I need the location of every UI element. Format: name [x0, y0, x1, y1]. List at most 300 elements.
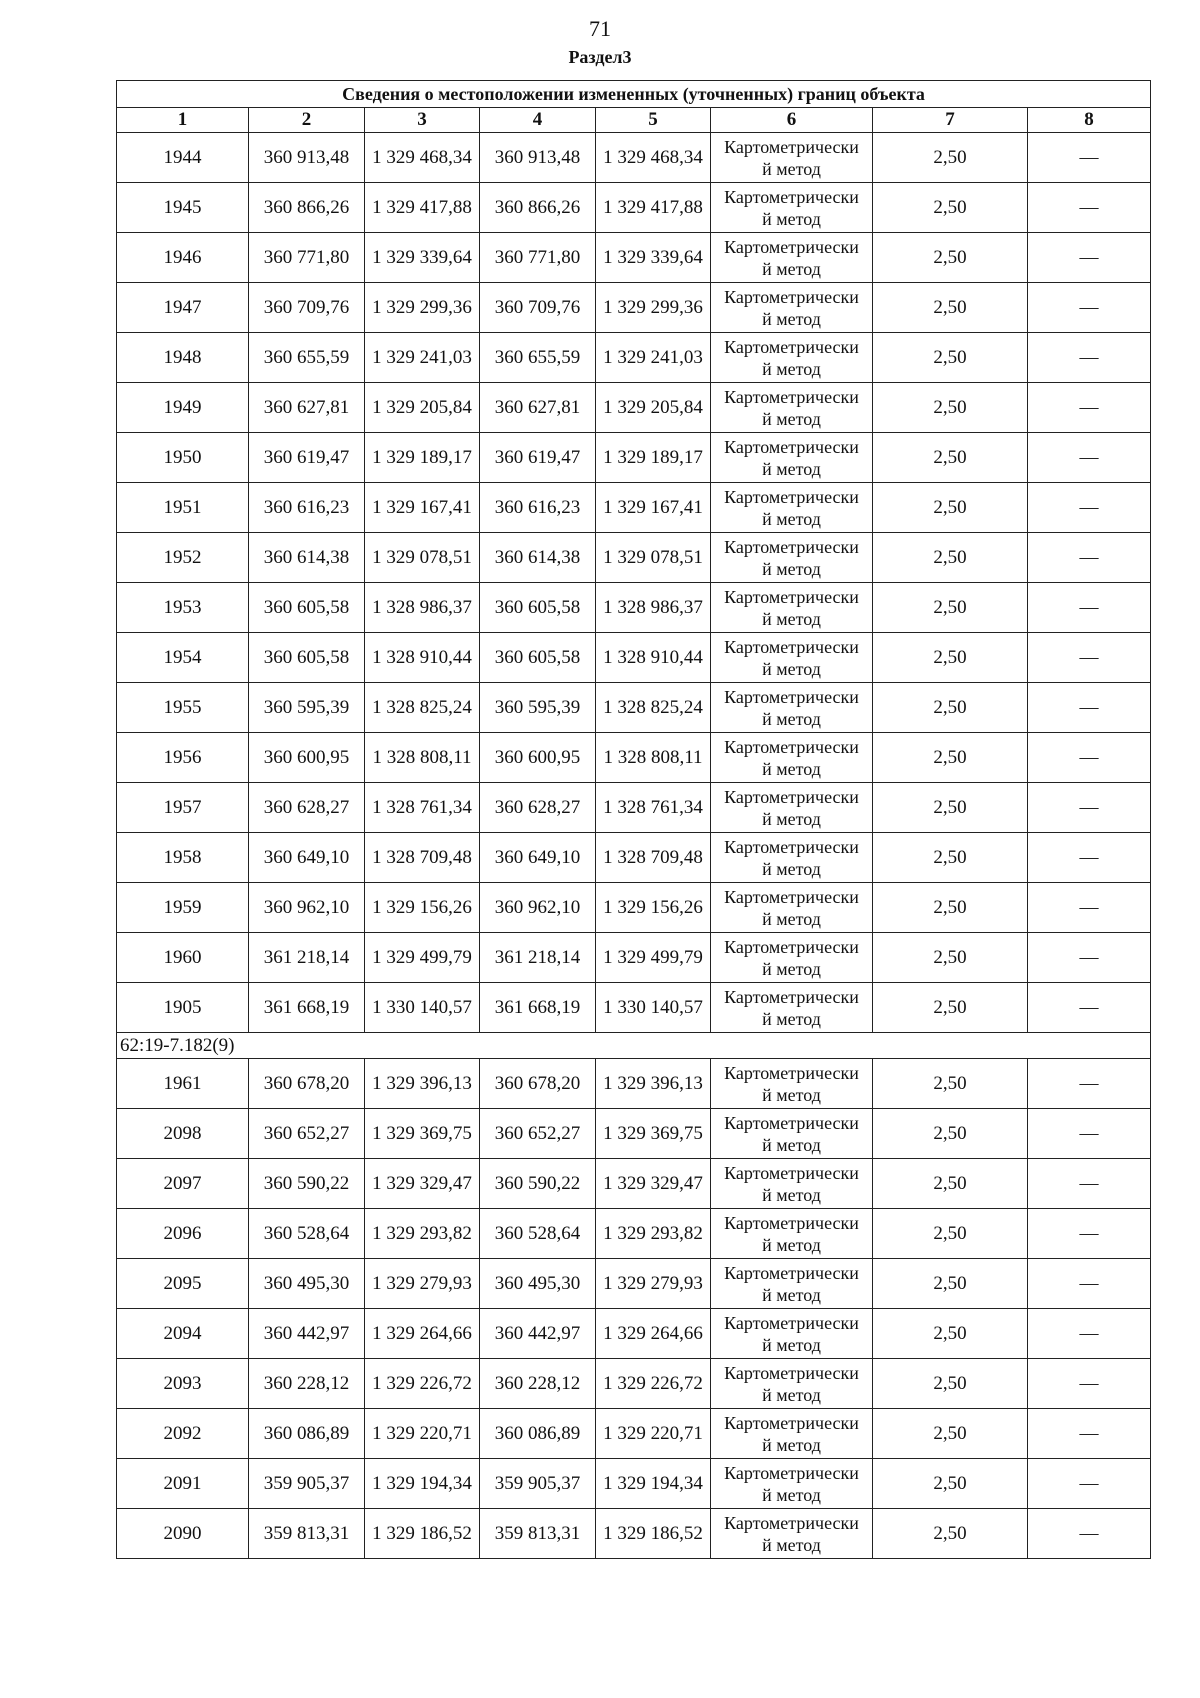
point-number-cell: 2093	[117, 1359, 249, 1409]
accuracy-cell: 2,50	[873, 383, 1028, 433]
method-cell	[711, 183, 873, 233]
table-row	[117, 1359, 1151, 1409]
coord-x-cell: 360 709,76	[249, 283, 365, 333]
dash-cell: —	[1028, 1059, 1151, 1109]
table-row	[117, 433, 1151, 483]
point-number-cell: 1958	[117, 833, 249, 883]
method-cell	[711, 533, 873, 583]
coord-y-cell: 1 330 140,57	[365, 983, 480, 1033]
accuracy-cell: 2,50	[873, 933, 1028, 983]
dash-cell: —	[1028, 483, 1151, 533]
coord-y-cell: 1 328 808,11	[596, 733, 711, 783]
coord-x-cell: 360 614,38	[249, 533, 365, 583]
coord-y-cell: 1 329 226,72	[365, 1359, 480, 1409]
point-number-cell: 2097	[117, 1159, 249, 1209]
method-cell	[711, 883, 873, 933]
method-text-line1: Картометрически	[724, 236, 859, 257]
coord-y-cell: 1 328 709,48	[596, 833, 711, 883]
method-cell	[711, 433, 873, 483]
accuracy-cell: 2,50	[873, 283, 1028, 333]
method-text-line1: Картометрически	[724, 536, 859, 557]
accuracy-cell: 2,50	[873, 983, 1028, 1033]
dash-cell: —	[1028, 583, 1151, 633]
method-text-line1: Картометрически	[724, 586, 859, 607]
coord-x-cell: 360 528,64	[249, 1209, 365, 1259]
method-cell	[711, 283, 873, 333]
method-text-line1: Картометрически	[724, 1162, 859, 1183]
method-cell	[711, 583, 873, 633]
coord-x-cell: 360 628,27	[249, 783, 365, 833]
table-row	[117, 183, 1151, 233]
method-text-line2: й метод	[762, 858, 821, 879]
method-text-line2: й метод	[762, 458, 821, 479]
table-row	[117, 283, 1151, 333]
method-text-line2: й метод	[762, 1184, 821, 1205]
method-text-line1: Картометрически	[724, 486, 859, 507]
coord-x-cell: 359 905,37	[249, 1459, 365, 1509]
method-cell	[711, 1159, 873, 1209]
method-text-line1: Картометрически	[724, 1312, 859, 1333]
dash-cell: —	[1028, 983, 1151, 1033]
method-text-line1: Картометрически	[724, 286, 859, 307]
coord-x-cell: 360 913,48	[480, 133, 596, 183]
method-cell	[711, 1109, 873, 1159]
coord-y-cell: 1 329 468,34	[365, 133, 480, 183]
coord-x-cell: 360 442,97	[249, 1309, 365, 1359]
coord-x-cell: 360 619,47	[480, 433, 596, 483]
table-row	[117, 583, 1151, 633]
coord-y-cell: 1 329 167,41	[365, 483, 480, 533]
accuracy-cell: 2,50	[873, 1409, 1028, 1459]
point-number-cell: 1953	[117, 583, 249, 633]
method-text-line2: й метод	[762, 408, 821, 429]
coord-x-cell: 360 442,97	[480, 1309, 596, 1359]
coord-y-cell: 1 329 339,64	[596, 233, 711, 283]
method-text-line1: Картометрически	[724, 986, 859, 1007]
method-text-line1: Картометрически	[724, 1262, 859, 1283]
accuracy-cell: 2,50	[873, 333, 1028, 383]
coord-y-cell: 1 329 299,36	[365, 283, 480, 333]
table-row	[117, 233, 1151, 283]
coord-y-cell: 1 329 329,47	[365, 1159, 480, 1209]
column-header: 6	[711, 108, 873, 133]
coord-x-cell: 360 628,27	[480, 783, 596, 833]
dash-cell: —	[1028, 633, 1151, 683]
table-row	[117, 833, 1151, 883]
table-row	[117, 1509, 1151, 1559]
coord-x-cell: 361 218,14	[480, 933, 596, 983]
coord-x-cell: 361 218,14	[249, 933, 365, 983]
dash-cell: —	[1028, 1409, 1151, 1459]
method-text-line2: й метод	[762, 308, 821, 329]
point-number-cell: 1957	[117, 783, 249, 833]
point-number-cell: 1961	[117, 1059, 249, 1109]
method-text-line2: й метод	[762, 1434, 821, 1455]
coord-x-cell: 360 649,10	[249, 833, 365, 883]
table-row	[117, 1309, 1151, 1359]
table-row	[117, 1209, 1151, 1259]
coord-x-cell: 360 605,58	[480, 633, 596, 683]
dash-cell: —	[1028, 933, 1151, 983]
coord-x-cell: 360 605,58	[249, 633, 365, 683]
accuracy-cell: 2,50	[873, 1209, 1028, 1259]
point-number-cell: 1948	[117, 333, 249, 383]
coord-y-cell: 1 328 986,37	[596, 583, 711, 633]
point-number-cell: 1952	[117, 533, 249, 583]
column-header: 1	[117, 108, 249, 133]
method-text-line1: Картометрически	[724, 836, 859, 857]
method-text-line2: й метод	[762, 608, 821, 629]
coord-y-cell: 1 329 396,13	[365, 1059, 480, 1109]
dash-cell: —	[1028, 183, 1151, 233]
coord-y-cell: 1 329 241,03	[365, 333, 480, 383]
method-text-line1: Картометрически	[724, 936, 859, 957]
method-cell	[711, 483, 873, 533]
coord-y-cell: 1 329 396,13	[596, 1059, 711, 1109]
coord-y-cell: 1 329 189,17	[365, 433, 480, 483]
method-text-line2: й метод	[762, 208, 821, 229]
table-row	[117, 1109, 1151, 1159]
method-text-line1: Картометрически	[724, 1462, 859, 1483]
table-row	[117, 633, 1151, 683]
dash-cell: —	[1028, 1259, 1151, 1309]
coord-x-cell: 361 668,19	[249, 983, 365, 1033]
method-cell	[711, 783, 873, 833]
method-text-line1: Картометрически	[724, 1062, 859, 1083]
coord-y-cell: 1 328 761,34	[596, 783, 711, 833]
coord-y-cell: 1 329 264,66	[596, 1309, 711, 1359]
coord-x-cell: 360 627,81	[480, 383, 596, 433]
table-row	[117, 1059, 1151, 1109]
point-number-cell: 1950	[117, 433, 249, 483]
method-cell	[711, 1509, 873, 1559]
coord-x-cell: 360 600,95	[480, 733, 596, 783]
coord-y-cell: 1 328 910,44	[365, 633, 480, 683]
coord-x-cell: 360 616,23	[249, 483, 365, 533]
method-cell	[711, 1259, 873, 1309]
coord-y-cell: 1 329 369,75	[365, 1109, 480, 1159]
method-text-line1: Картометрически	[724, 1212, 859, 1233]
accuracy-cell: 2,50	[873, 1159, 1028, 1209]
coord-y-cell: 1 329 468,34	[596, 133, 711, 183]
method-text-line1: Картометрически	[724, 1362, 859, 1383]
point-number-cell: 2096	[117, 1209, 249, 1259]
point-number-cell: 1959	[117, 883, 249, 933]
table-row	[117, 483, 1151, 533]
dash-cell: —	[1028, 1459, 1151, 1509]
method-cell	[711, 983, 873, 1033]
coord-y-cell: 1 329 499,79	[596, 933, 711, 983]
coord-x-cell: 360 655,59	[480, 333, 596, 383]
method-text-line1: Картометрически	[724, 886, 859, 907]
method-text-line1: Картометрически	[724, 136, 859, 157]
table-row	[117, 1159, 1151, 1209]
coord-y-cell: 1 329 293,82	[365, 1209, 480, 1259]
coord-y-cell: 1 329 167,41	[596, 483, 711, 533]
method-text-line2: й метод	[762, 1008, 821, 1029]
dash-cell: —	[1028, 733, 1151, 783]
table-row	[117, 533, 1151, 583]
coord-y-cell: 1 329 205,84	[365, 383, 480, 433]
coord-y-cell: 1 329 241,03	[596, 333, 711, 383]
coord-x-cell: 360 652,27	[480, 1109, 596, 1159]
coord-x-cell: 360 590,22	[480, 1159, 596, 1209]
method-text-line1: Картометрически	[724, 436, 859, 457]
method-cell	[711, 833, 873, 883]
accuracy-cell: 2,50	[873, 533, 1028, 583]
coord-y-cell: 1 329 299,36	[596, 283, 711, 333]
method-cell	[711, 383, 873, 433]
coord-y-cell: 1 328 825,24	[596, 683, 711, 733]
point-number-cell: 1960	[117, 933, 249, 983]
accuracy-cell: 2,50	[873, 483, 1028, 533]
coord-x-cell: 360 619,47	[249, 433, 365, 483]
dash-cell: —	[1028, 683, 1151, 733]
dash-cell: —	[1028, 1209, 1151, 1259]
coord-x-cell: 360 913,48	[249, 133, 365, 183]
column-header: 4	[480, 108, 596, 133]
accuracy-cell: 2,50	[873, 783, 1028, 833]
table-body	[117, 133, 1151, 1559]
cadastral-group-label: 62:19-7.182(9)	[117, 1033, 1151, 1059]
group-header-row	[117, 1033, 1151, 1059]
column-header: 3	[365, 108, 480, 133]
coord-x-cell: 360 086,89	[480, 1409, 596, 1459]
coord-y-cell: 1 329 078,51	[365, 533, 480, 583]
coord-x-cell: 360 709,76	[480, 283, 596, 333]
method-text-line1: Картометрически	[724, 636, 859, 657]
dash-cell: —	[1028, 1159, 1151, 1209]
point-number-cell: 1954	[117, 633, 249, 683]
coord-y-cell: 1 329 220,71	[365, 1409, 480, 1459]
method-text-line2: й метод	[762, 1334, 821, 1355]
method-text-line2: й метод	[762, 258, 821, 279]
column-header: 7	[873, 108, 1028, 133]
point-number-cell: 2091	[117, 1459, 249, 1509]
table-row	[117, 1459, 1151, 1509]
accuracy-cell: 2,50	[873, 1359, 1028, 1409]
accuracy-cell: 2,50	[873, 1459, 1028, 1509]
coordinates-table	[116, 80, 1151, 1559]
section-title: Раздел3	[568, 47, 632, 67]
method-cell	[711, 333, 873, 383]
accuracy-cell: 2,50	[873, 583, 1028, 633]
coord-y-cell: 1 328 986,37	[365, 583, 480, 633]
coord-x-cell: 360 771,80	[480, 233, 596, 283]
coord-x-cell: 359 813,31	[480, 1509, 596, 1559]
coord-y-cell: 1 329 186,52	[596, 1509, 711, 1559]
coord-y-cell: 1 329 156,26	[365, 883, 480, 933]
coord-x-cell: 360 866,26	[480, 183, 596, 233]
coord-y-cell: 1 328 709,48	[365, 833, 480, 883]
dash-cell: —	[1028, 883, 1151, 933]
coord-y-cell: 1 329 186,52	[365, 1509, 480, 1559]
coord-x-cell: 361 668,19	[480, 983, 596, 1033]
coord-y-cell: 1 329 194,34	[365, 1459, 480, 1509]
point-number-cell: 2092	[117, 1409, 249, 1459]
accuracy-cell: 2,50	[873, 133, 1028, 183]
table-row	[117, 883, 1151, 933]
method-text-line2: й метод	[762, 358, 821, 379]
point-number-cell: 1947	[117, 283, 249, 333]
coord-x-cell: 360 678,20	[249, 1059, 365, 1109]
method-text-line1: Картометрически	[724, 336, 859, 357]
method-cell	[711, 1209, 873, 1259]
method-text-line2: й метод	[762, 1384, 821, 1405]
accuracy-cell: 2,50	[873, 1309, 1028, 1359]
coord-y-cell: 1 329 279,93	[365, 1259, 480, 1309]
method-text-line2: й метод	[762, 1234, 821, 1255]
dash-cell: —	[1028, 133, 1151, 183]
coord-y-cell: 1 330 140,57	[596, 983, 711, 1033]
table-row	[117, 383, 1151, 433]
accuracy-cell: 2,50	[873, 1259, 1028, 1309]
table-title: Сведения о местоположении измененных (уточненных) границ объекта	[117, 81, 1151, 108]
accuracy-cell: 2,50	[873, 1509, 1028, 1559]
method-text-line2: й метод	[762, 1284, 821, 1305]
method-cell	[711, 233, 873, 283]
method-cell	[711, 1359, 873, 1409]
coord-x-cell: 360 086,89	[249, 1409, 365, 1459]
method-text-line1: Картометрически	[724, 686, 859, 707]
method-cell	[711, 1059, 873, 1109]
method-cell	[711, 683, 873, 733]
method-text-line2: й метод	[762, 1084, 821, 1105]
coord-x-cell: 360 678,20	[480, 1059, 596, 1109]
dash-cell: —	[1028, 533, 1151, 583]
method-text-line2: й метод	[762, 958, 821, 979]
point-number-cell: 1905	[117, 983, 249, 1033]
coord-y-cell: 1 329 339,64	[365, 233, 480, 283]
column-header-row	[117, 108, 1151, 133]
method-cell	[711, 733, 873, 783]
method-text-line1: Картометрически	[724, 736, 859, 757]
point-number-cell: 1949	[117, 383, 249, 433]
coord-x-cell: 359 813,31	[249, 1509, 365, 1559]
coord-y-cell: 1 329 205,84	[596, 383, 711, 433]
dash-cell: —	[1028, 1309, 1151, 1359]
dash-cell: —	[1028, 283, 1151, 333]
coord-x-cell: 360 655,59	[249, 333, 365, 383]
table-row	[117, 733, 1151, 783]
point-number-cell: 1955	[117, 683, 249, 733]
coord-y-cell: 1 329 078,51	[596, 533, 711, 583]
column-header: 5	[596, 108, 711, 133]
method-text-line1: Картометрически	[724, 1512, 859, 1533]
table-title-row	[117, 81, 1151, 108]
method-text-line2: й метод	[762, 658, 821, 679]
coord-x-cell: 360 771,80	[249, 233, 365, 283]
dash-cell: —	[1028, 1509, 1151, 1559]
accuracy-cell: 2,50	[873, 433, 1028, 483]
coord-x-cell: 360 962,10	[480, 883, 596, 933]
coord-x-cell: 359 905,37	[480, 1459, 596, 1509]
table-row	[117, 783, 1151, 833]
dash-cell: —	[1028, 783, 1151, 833]
method-text-line2: й метод	[762, 708, 821, 729]
table-row	[117, 933, 1151, 983]
column-header: 8	[1028, 108, 1151, 133]
point-number-cell: 1946	[117, 233, 249, 283]
coord-y-cell: 1 328 761,34	[365, 783, 480, 833]
coord-y-cell: 1 329 293,82	[596, 1209, 711, 1259]
coord-y-cell: 1 328 825,24	[365, 683, 480, 733]
coord-x-cell: 360 495,30	[249, 1259, 365, 1309]
method-text-line2: й метод	[762, 158, 821, 179]
coord-x-cell: 360 652,27	[249, 1109, 365, 1159]
coord-y-cell: 1 329 264,66	[365, 1309, 480, 1359]
dash-cell: —	[1028, 833, 1151, 883]
method-text-line2: й метод	[762, 1134, 821, 1155]
coord-x-cell: 360 528,64	[480, 1209, 596, 1259]
coord-y-cell: 1 329 156,26	[596, 883, 711, 933]
point-number-cell: 2090	[117, 1509, 249, 1559]
method-text-line2: й метод	[762, 508, 821, 529]
method-text-line2: й метод	[762, 808, 821, 829]
point-number-cell: 2095	[117, 1259, 249, 1309]
coord-x-cell: 360 495,30	[480, 1259, 596, 1309]
method-text-line1: Картометрически	[724, 386, 859, 407]
coord-y-cell: 1 329 194,34	[596, 1459, 711, 1509]
point-number-cell: 2094	[117, 1309, 249, 1359]
dash-cell: —	[1028, 333, 1151, 383]
table-row	[117, 333, 1151, 383]
accuracy-cell: 2,50	[873, 733, 1028, 783]
point-number-cell: 1945	[117, 183, 249, 233]
coord-x-cell: 360 866,26	[249, 183, 365, 233]
accuracy-cell: 2,50	[873, 833, 1028, 883]
method-text-line1: Картометрически	[724, 1112, 859, 1133]
method-cell	[711, 933, 873, 983]
coord-x-cell: 360 228,12	[249, 1359, 365, 1409]
coord-x-cell: 360 614,38	[480, 533, 596, 583]
coord-y-cell: 1 329 220,71	[596, 1409, 711, 1459]
coord-x-cell: 360 595,39	[480, 683, 596, 733]
coord-x-cell: 360 627,81	[249, 383, 365, 433]
coord-y-cell: 1 328 808,11	[365, 733, 480, 783]
table-row	[117, 983, 1151, 1033]
accuracy-cell: 2,50	[873, 1059, 1028, 1109]
coord-x-cell: 360 228,12	[480, 1359, 596, 1409]
page-number: 71	[589, 16, 611, 41]
coord-y-cell: 1 329 226,72	[596, 1359, 711, 1409]
method-cell	[711, 633, 873, 683]
coord-y-cell: 1 329 499,79	[365, 933, 480, 983]
coord-x-cell: 360 600,95	[249, 733, 365, 783]
coord-x-cell: 360 616,23	[480, 483, 596, 533]
coord-x-cell: 360 962,10	[249, 883, 365, 933]
coord-y-cell: 1 329 279,93	[596, 1259, 711, 1309]
dash-cell: —	[1028, 1359, 1151, 1409]
method-cell	[711, 1459, 873, 1509]
coord-y-cell: 1 329 369,75	[596, 1109, 711, 1159]
dash-cell: —	[1028, 233, 1151, 283]
method-text-line1: Картометрически	[724, 786, 859, 807]
accuracy-cell: 2,50	[873, 683, 1028, 733]
accuracy-cell: 2,50	[873, 633, 1028, 683]
coord-y-cell: 1 328 910,44	[596, 633, 711, 683]
coord-x-cell: 360 595,39	[249, 683, 365, 733]
dash-cell: —	[1028, 433, 1151, 483]
dash-cell: —	[1028, 383, 1151, 433]
method-text-line1: Картометрически	[724, 186, 859, 207]
accuracy-cell: 2,50	[873, 883, 1028, 933]
coord-y-cell: 1 329 189,17	[596, 433, 711, 483]
accuracy-cell: 2,50	[873, 183, 1028, 233]
column-header: 2	[249, 108, 365, 133]
method-text-line2: й метод	[762, 1534, 821, 1555]
coord-y-cell: 1 329 417,88	[596, 183, 711, 233]
